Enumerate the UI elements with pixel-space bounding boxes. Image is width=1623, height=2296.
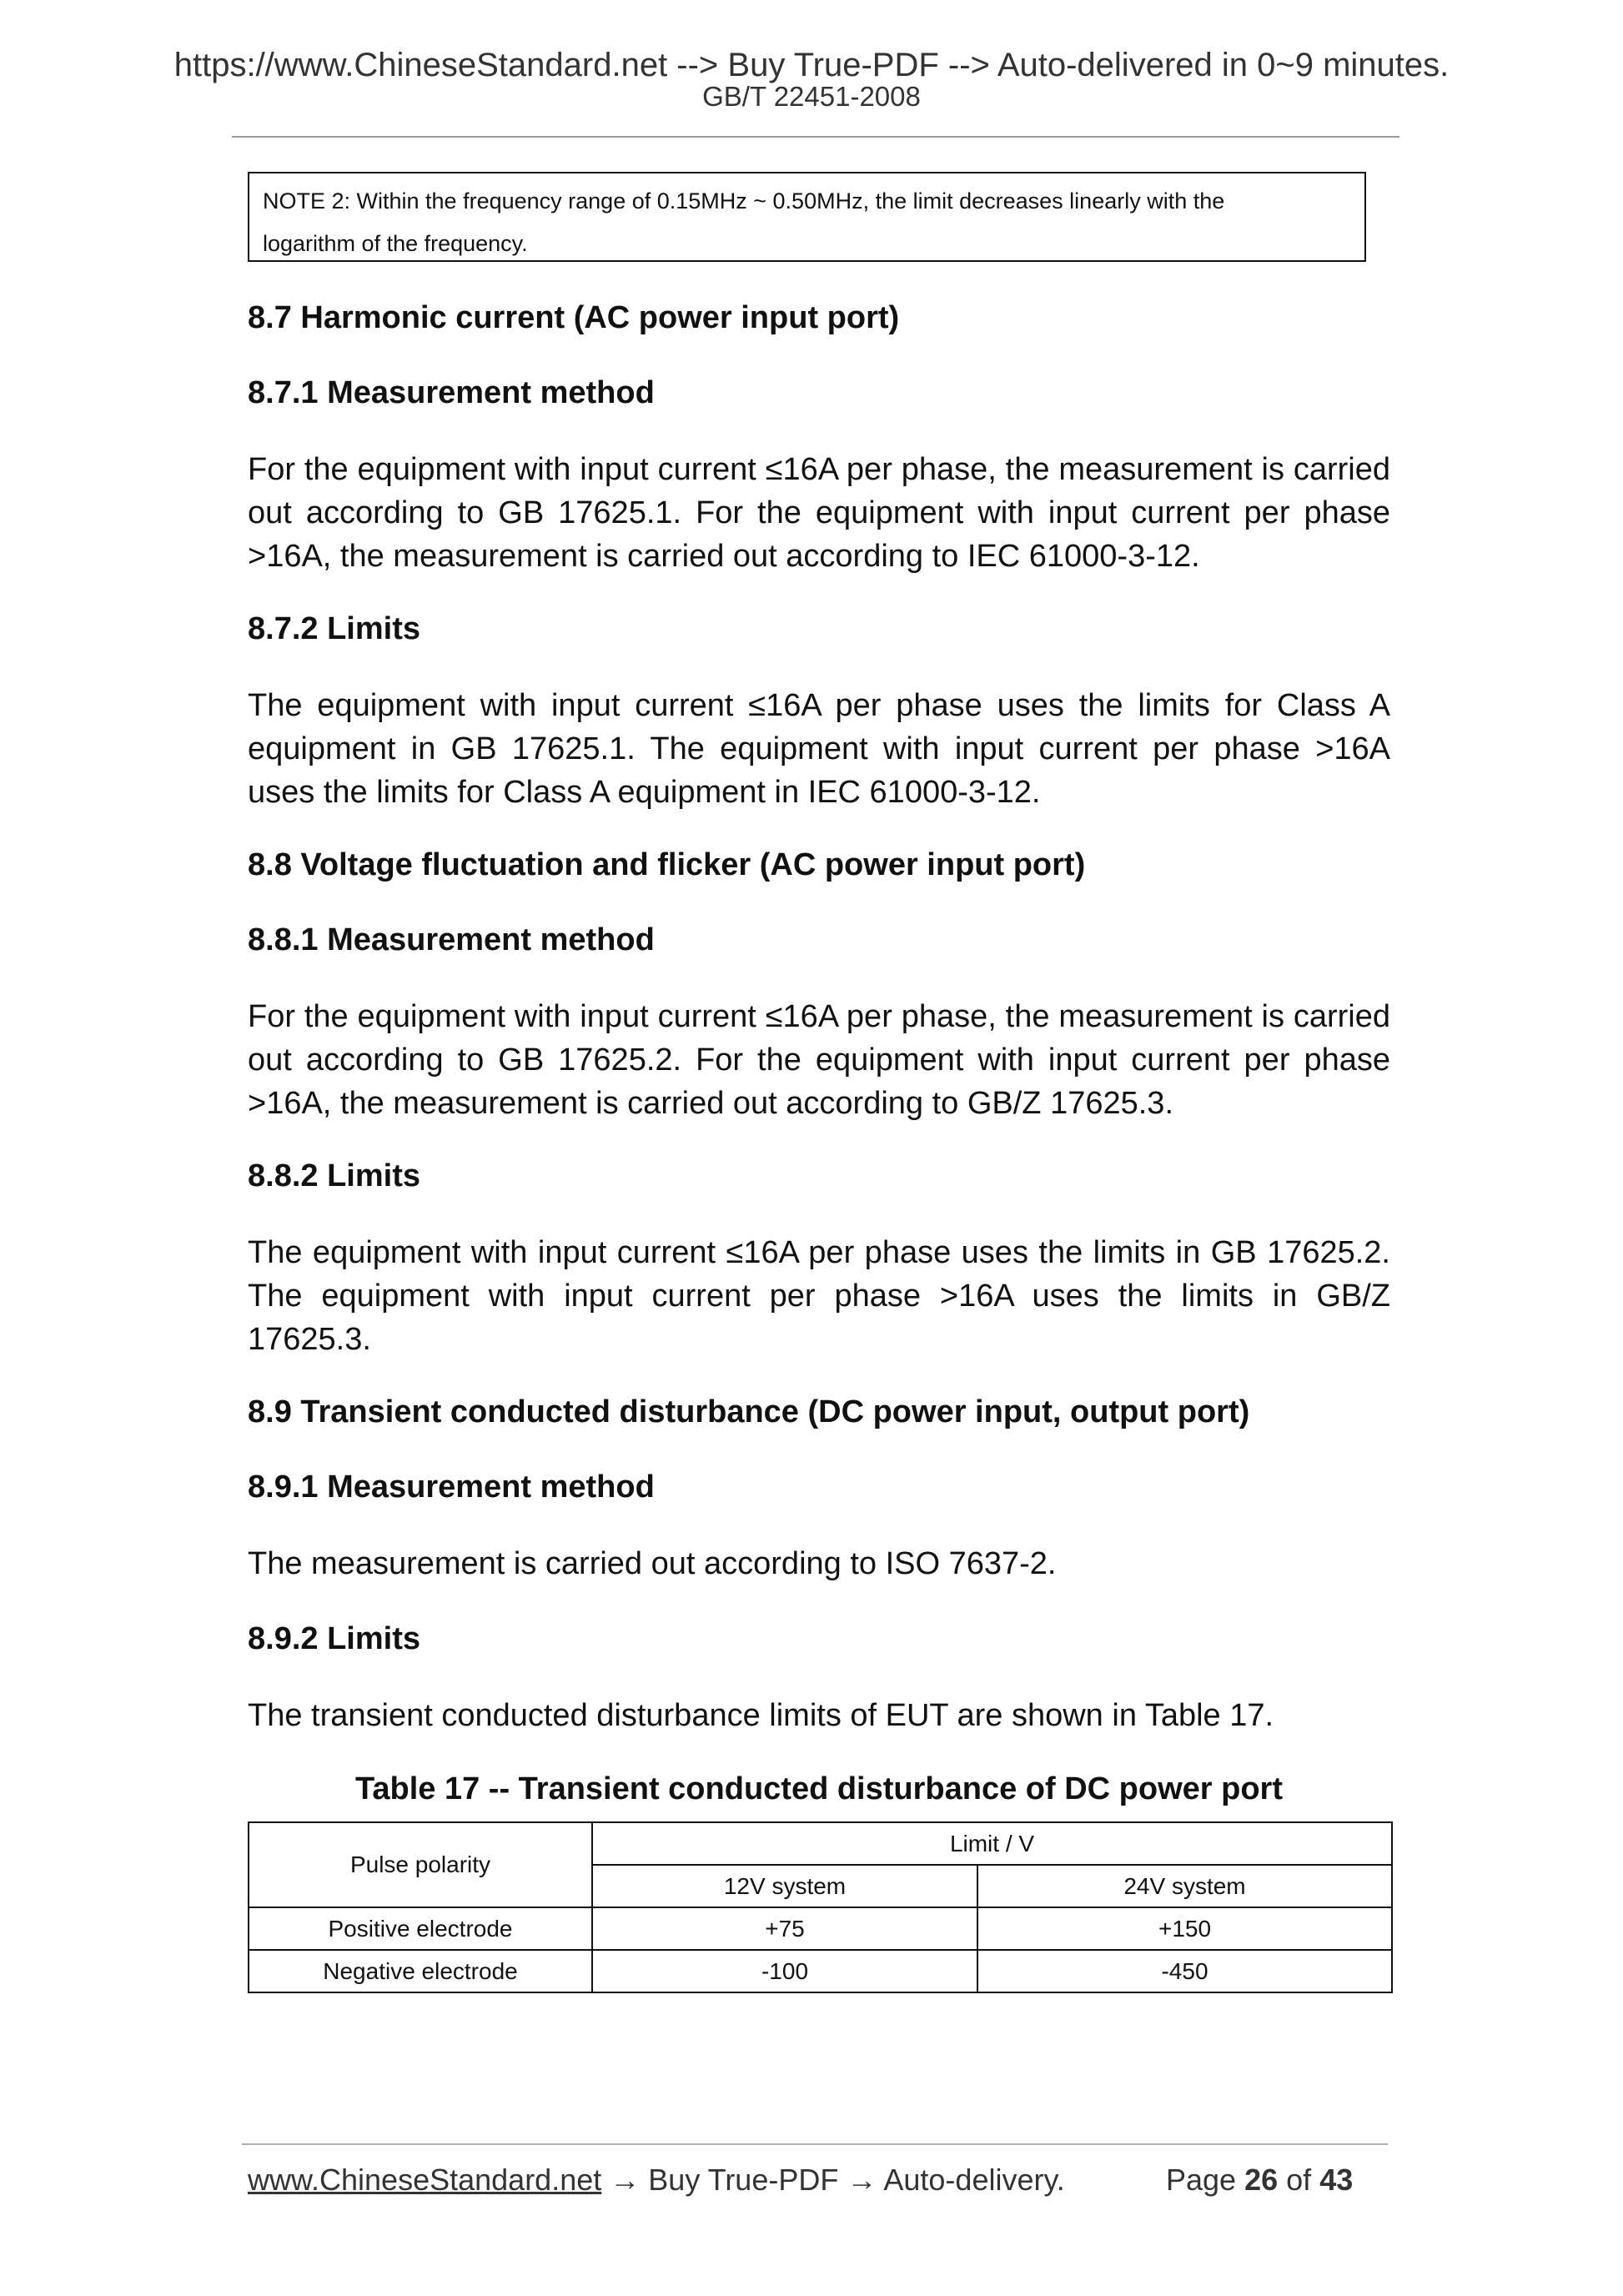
table-header-row <box>249 1822 1392 1865</box>
header-divider <box>232 136 1399 138</box>
site-link[interactable]: www.ChineseStandard.net <box>248 2163 602 2197</box>
table-17-caption: Table 17 -- Transient conducted disturbance of DC power port <box>355 1771 1283 1806</box>
heading-8-7-2: 8.7.2 Limits <box>248 611 420 646</box>
footer-links <box>248 2162 1065 2198</box>
heading-8-7: 8.7 Harmonic current (AC power input port) <box>248 300 900 335</box>
note-line-2: logarithm of the frequency. <box>263 231 528 256</box>
top-banner: https://www.ChineseStandard.net --> Buy True-PDF --> Auto-delivered in 0~9 minutes. <box>173 47 1450 83</box>
heading-8-8-1: 8.8.1 Measurement method <box>248 922 655 957</box>
heading-8-8-2: 8.8.2 Limits <box>248 1158 420 1193</box>
paragraph-8-7-1: For the equipment with input current ≤16A per phase, the measurement is carried out according to GB 17625.1. For the equipment with input current per phase >16A, the measurement is carried out according to IEC 61000-3-12. <box>248 452 1390 574</box>
page-label: Page <box>1166 2163 1237 2197</box>
auto-delivery-text: Auto-delivery. <box>883 2163 1065 2197</box>
note-box <box>248 172 1366 262</box>
page-indicator <box>1166 2162 1353 2198</box>
heading-8-8: 8.8 Voltage fluctuation and flicker (AC power input port) <box>248 847 1086 882</box>
heading-8-9: 8.9 Transient conducted disturbance (DC power input, output port) <box>248 1394 1250 1429</box>
note-line-1: NOTE 2: Within the frequency range of 0.15MHz ~ 0.50MHz, the limit decreases linearly with the <box>263 188 1225 214</box>
row-polarity: Negative electrode <box>249 1950 592 1992</box>
page-current: 26 <box>1244 2163 1279 2197</box>
row-12v-value: +75 <box>592 1907 977 1950</box>
paragraph-8-8-1: For the equipment with input current ≤16A per phase, the measurement is carried out according to GB 17625.2. For the equipment with input current per phase >16A, the measurement is carried out according to GB/Z 17625.3. <box>248 999 1390 1121</box>
table-row <box>249 1907 1392 1950</box>
footer-divider <box>242 2143 1388 2145</box>
header-limit: Limit / V <box>592 1822 1392 1865</box>
paragraph-8-7-2: The equipment with input current ≤16A per phase uses the limits for Class A equipment in GB 17625.1. The equipment with input current per phase >16A uses the limits for Class A equipment in IEC 61000-3-12. <box>248 688 1390 810</box>
header-12v-system: 12V system <box>592 1865 977 1907</box>
standard-code: GB/T 22451-2008 <box>702 81 921 112</box>
arrow-icon: → <box>610 2163 641 2197</box>
header-pulse-polarity: Pulse polarity <box>249 1822 592 1907</box>
header-24v-system: 24V system <box>977 1865 1392 1907</box>
row-24v-value: -450 <box>977 1950 1392 1992</box>
buy-true-pdf-text: Buy True-PDF <box>648 2163 839 2197</box>
paragraph-8-9-1: The measurement is carried out according to ISO 7637-2. <box>248 1546 1057 1581</box>
table-17 <box>248 1821 1393 1993</box>
paragraph-8-8-2: The equipment with input current ≤16A per phase uses the limits in GB 17625.2. The equipment with input current per phase >16A uses the limits in GB/Z 17625.3. <box>248 1235 1390 1357</box>
heading-8-7-1: 8.7.1 Measurement method <box>248 375 655 410</box>
arrow-icon: → <box>847 2163 877 2197</box>
row-24v-value: +150 <box>977 1907 1392 1950</box>
page-total: 43 <box>1319 2163 1354 2197</box>
heading-8-9-1: 8.9.1 Measurement method <box>248 1470 655 1505</box>
row-12v-value: -100 <box>592 1950 977 1992</box>
paragraph-8-9-2: The transient conducted disturbance limits of EUT are shown in Table 17. <box>248 1698 1274 1733</box>
row-polarity: Positive electrode <box>249 1907 592 1950</box>
heading-8-9-2: 8.9.2 Limits <box>248 1621 420 1656</box>
of-label: of <box>1286 2163 1312 2197</box>
table-row <box>249 1950 1392 1992</box>
